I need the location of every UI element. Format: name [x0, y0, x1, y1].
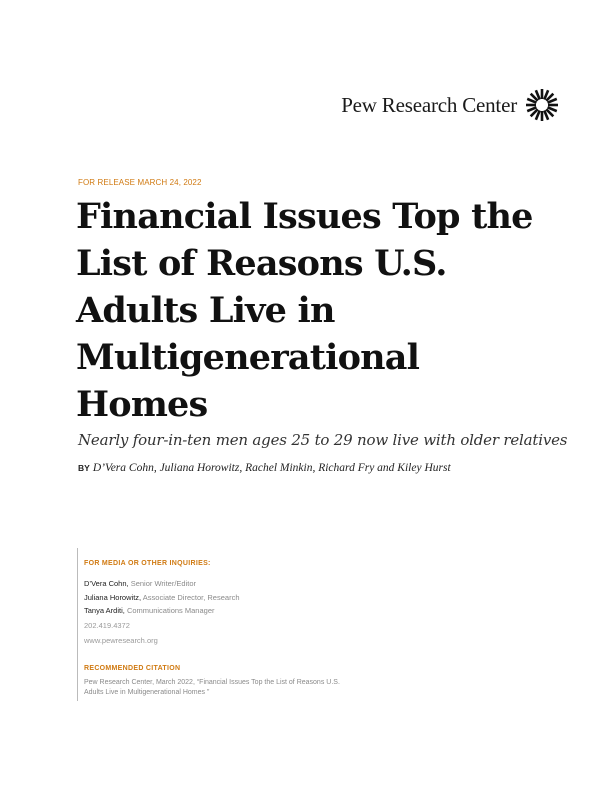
contact-website[interactable]: www.pewresearch.org: [84, 636, 158, 645]
contact-role: Associate Director, Research: [142, 593, 240, 602]
logo-text: Pew Research Center: [341, 92, 517, 117]
pew-logo: [341, 88, 559, 122]
citation-heading: RECOMMENDED CITATION: [84, 665, 181, 672]
contact-row: [84, 579, 196, 588]
contact-name: Tanya Arditi,: [84, 606, 125, 615]
byline-authors: D’Vera Cohn, Juliana Horowitz, Rachel Minkin, Richard Fry and Kiley Hurst: [92, 462, 451, 474]
contact-name: D’Vera Cohn,: [84, 579, 129, 588]
sunburst-icon: [525, 88, 559, 122]
media-heading: FOR MEDIA OR OTHER INQUIRIES:: [84, 560, 211, 567]
contact-phone: 202.419.4372: [84, 621, 130, 630]
contact-role: Communications Manager: [126, 606, 215, 615]
contact-row: [84, 593, 240, 602]
citation-text: Pew Research Center, March 2022, “Financial Issues Top the List of Reasons U.S. Adults Live in Multigenerational Homes ”: [84, 679, 340, 696]
byline-label: BY: [78, 463, 90, 473]
contact-role: Senior Writer/Editor: [130, 579, 197, 588]
media-contact-box: [77, 548, 377, 701]
report-title: Financial Issues Top the List of Reasons U.S. Adults Live in Multigenerational Homes: [76, 196, 533, 425]
contact-row: [84, 606, 215, 615]
byline: [78, 462, 451, 474]
release-date: FOR RELEASE MARCH 24, 2022: [78, 178, 202, 187]
contact-name: Juliana Horowitz,: [84, 593, 142, 602]
report-subtitle: Nearly four-in-ten men ages 25 to 29 now live with older relatives: [78, 431, 568, 449]
